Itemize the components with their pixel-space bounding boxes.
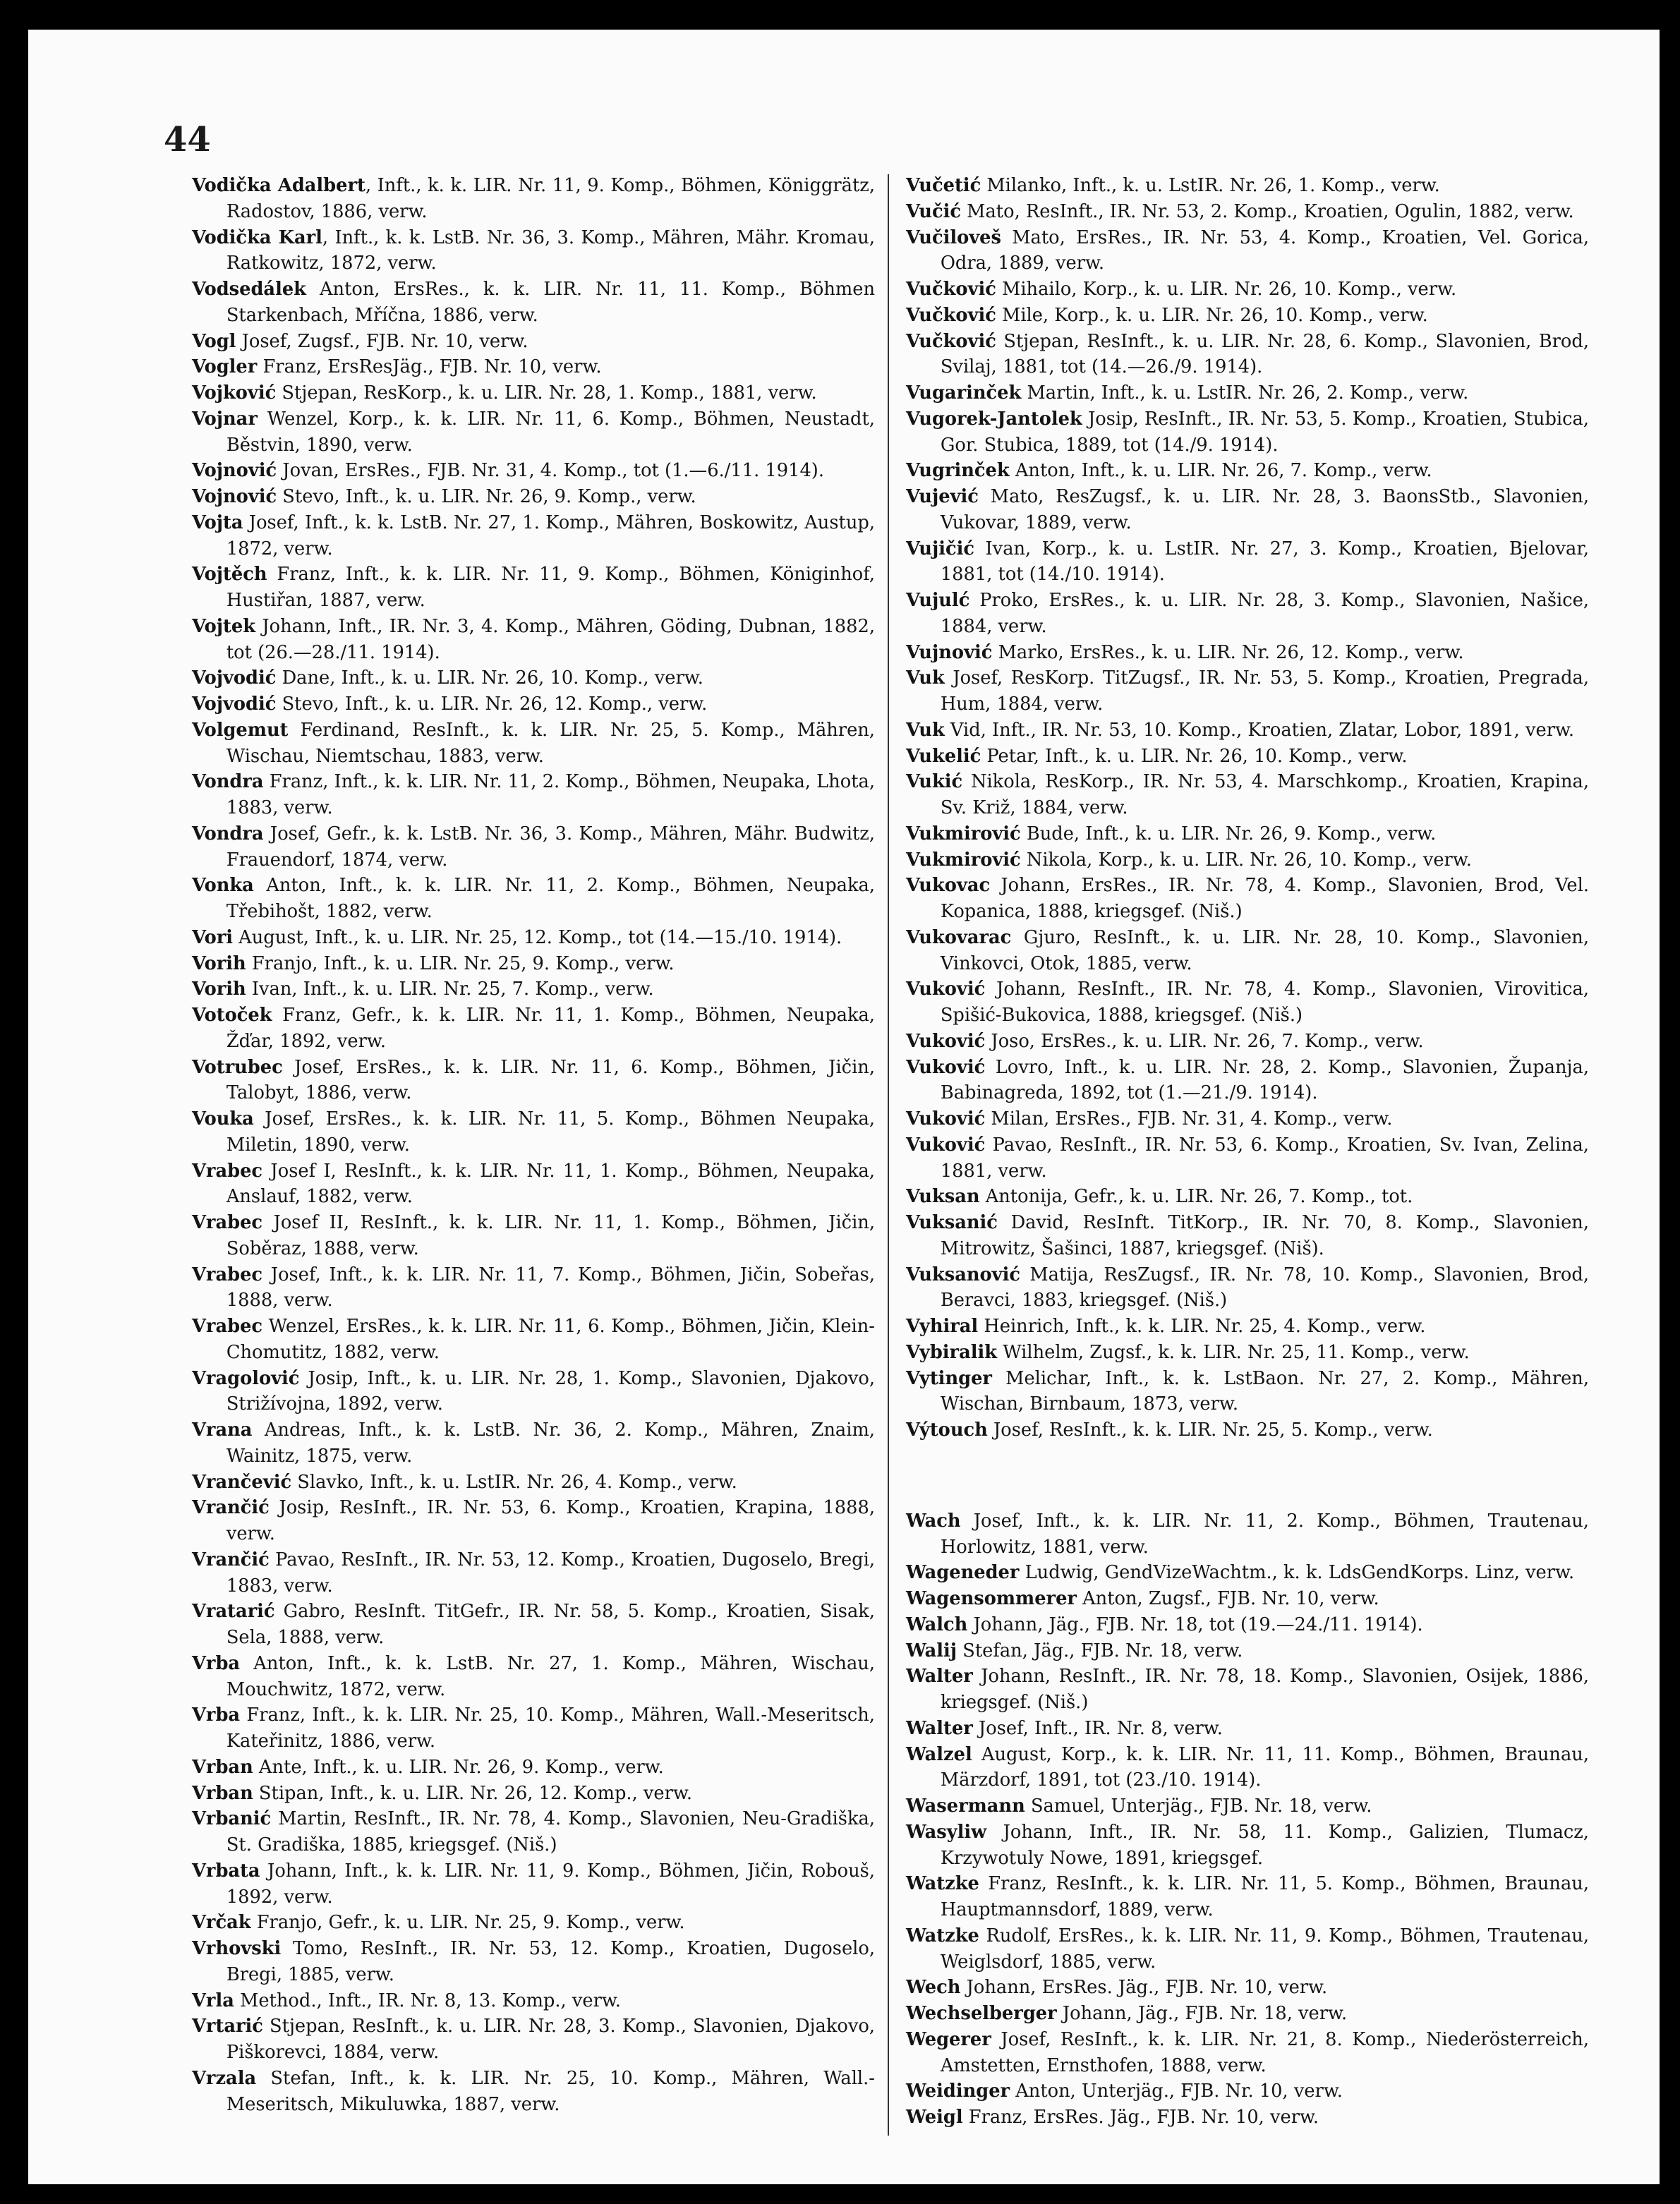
list-entry: [906, 1975, 1589, 2001]
list-entry: [906, 847, 1589, 873]
entry-details: Method., Inft., IR. Nr. 8, 13. Komp., verw.: [234, 1990, 621, 2011]
entry-details: Franjo, Inft., k. u. LIR. Nr. 25, 9. Komp., verw.: [246, 952, 675, 974]
entry-details: Josef I, ResInft., k. k. LIR. Nr. 11, 1. Komp., Böhmen, Neupaka, Anslauf, 1882, verw.: [226, 1160, 875, 1208]
entry-details: Mato, ResZugsf., k. u. LIR. Nr. 28, 3. BaonsStb., Slavonien, Vukovar, 1889, verw.: [940, 486, 1589, 533]
entry-surname: Vojtek: [192, 615, 256, 637]
list-entry: [906, 277, 1589, 303]
entry-details: Heinrich, Inft., k. k. LIR. Nr. 25, 4. Komp., verw.: [978, 1316, 1426, 1337]
column-divider: [888, 174, 889, 2136]
list-entry: [192, 769, 875, 821]
entry-details: Stjepan, ResInft., k. u. LIR. Nr. 28, 3. Komp., Slavonien, Djakovo, Piškorevci, 1884, verw.: [226, 2016, 875, 2063]
list-entry: [906, 1819, 1589, 1872]
list-entry: [192, 2066, 875, 2118]
entry-details: Wenzel, ErsRes., k. k. LIR. Nr. 11, 6. Komp., Böhmen, Jičin, Klein-Chomutitz, 1882, verw.: [226, 1316, 875, 1363]
entry-details: Wilhelm, Zugsf., k. k. LIR. Nr. 25, 11. Komp., verw.: [997, 1341, 1470, 1363]
entry-surname: Vorih: [192, 952, 246, 974]
entry-surname: Výtouch: [906, 1419, 988, 1441]
list-entry: [192, 1988, 875, 2014]
list-entry: [906, 1055, 1589, 1107]
list-entry: [906, 2078, 1589, 2105]
list-entry: [192, 173, 875, 225]
list-entry: [906, 380, 1589, 406]
entry-details: Josef, ErsRes., k. k. LIR. Nr. 11, 5. Komp., Böhmen Neupaka, Miletin, 1890, verw.: [226, 1108, 875, 1156]
entry-surname: Wech: [906, 1977, 961, 1999]
list-entry: [192, 329, 875, 355]
entry-details: Mihailo, Korp., k. u. LIR. Nr. 26, 10. Komp., verw.: [996, 279, 1457, 300]
entry-surname: Vuković: [906, 1030, 986, 1052]
list-entry: [906, 1184, 1589, 1210]
entry-surname: Vučetić: [906, 175, 981, 196]
entry-details: Josef, Inft., k. k. LstB. Nr. 27, 1. Komp., Mähren, Boskowitz, Austup, 1872, verw.: [226, 511, 875, 559]
right-column: [906, 173, 1589, 2131]
entry-details: Johann, Jäg., FJB. Nr. 18, verw.: [1056, 2003, 1348, 2024]
entry-details: Wenzel, Korp., k. k. LIR. Nr. 11, 6. Komp., Böhmen, Neustadt, Běstvin, 1890, verw.: [226, 408, 875, 456]
entry-surname: Vrtarić: [192, 2016, 263, 2038]
list-entry: [906, 873, 1589, 925]
entry-details: Slavko, Inft., k. u. LstIR. Nr. 26, 4. Komp., verw.: [291, 1471, 737, 1493]
left-column: [192, 173, 875, 2117]
entry-details: Milan, ErsRes., FJB. Nr. 31, 4. Komp., verw.: [985, 1108, 1393, 1130]
entry-details: August, Korp., k. k. LIR. Nr. 11, 11. Komp., Böhmen, Braunau, Märzdorf, 1891, tot (23./10. 1914).: [940, 1743, 1589, 1791]
entry-surname: Vojta: [192, 511, 243, 533]
entry-surname: Vuksanović: [906, 1264, 1021, 1285]
entry-surname: Vojnović: [192, 486, 277, 507]
list-entry: [192, 951, 875, 977]
list-entry: [906, 406, 1589, 459]
entry-details: Gabro, ResInft. TitGefr., IR. Nr. 58, 5. Komp., Kroatien, Sisak, Sela, 1888, verw.: [226, 1601, 875, 1648]
entry-details: Johann, ErsRes., IR. Nr. 78, 4. Komp., Slavonien, Brod, Vel. Kopanica, 1888, kriegsgef. (Niš.): [940, 875, 1589, 922]
list-entry: [192, 1055, 875, 1107]
list-entry: [192, 1262, 875, 1314]
entry-surname: Vrban: [192, 1782, 253, 1804]
list-entry: [906, 1871, 1589, 1923]
entry-surname: Vuković: [906, 979, 986, 1000]
page-number: 44: [164, 120, 211, 159]
list-entry: [906, 588, 1589, 640]
entry-details: Franz, ErsResJäg., FJB. Nr. 10, verw.: [257, 356, 602, 378]
entry-details: Franz, Inft., k. k. LIR. Nr. 11, 9. Komp., Böhmen, Königinhof, Hustiřan, 1887, verw.: [226, 564, 875, 611]
entry-details: Anton, Unterjäg., FJB. Nr. 10, verw.: [1010, 2081, 1343, 2102]
entry-surname: Vugorek-Jantolek: [906, 408, 1082, 430]
entry-surname: Vojvodić: [192, 667, 277, 689]
entry-details: Josip, Inft., k. u. LIR. Nr. 28, 1. Komp., Slavonien, Djakovo, Strižívojna, 1892, verw.: [226, 1367, 875, 1415]
list-entry: [906, 1366, 1589, 1418]
list-entry: [906, 769, 1589, 821]
entry-details: Milanko, Inft., k. u. LstIR. Nr. 26, 1. Komp., verw.: [981, 175, 1440, 196]
entry-details: Stefan, Inft., k. k. LIR. Nr. 25, 10. Komp., Mähren, Wall.-Meseritsch, Mikuluwka, 1887, verw.: [226, 2067, 875, 2115]
entry-surname: Vuksanić: [906, 1212, 998, 1233]
entry-details: Jovan, ErsRes., FJB. Nr. 31, 4. Komp., tot (1.—6./11. 1914).: [277, 460, 824, 482]
entry-details: Josef, Gefr., k. k. LstB. Nr. 36, 3. Komp., Mähren, Mähr. Budwitz, Frauendorf, 1874, verw.: [226, 823, 875, 871]
entry-surname: Vodička Karl: [192, 226, 322, 248]
entry-surname: Vodsedálek: [192, 279, 306, 300]
entry-details: Anton, Inft., k. k. LstB. Nr. 27, 1. Komp., Mähren, Wischau, Mouchwitz, 1872, verw.: [226, 1652, 875, 1700]
entry-details: Vid, Inft., IR. Nr. 53, 10. Komp., Kroatien, Zlatar, Lobor, 1891, verw.: [944, 719, 1575, 741]
entry-surname: Vorih: [192, 979, 246, 1000]
entry-details: Gjuro, ResInft., k. u. LIR. Nr. 28, 10. Komp., Slavonien, Vinkovci, Otok, 1885, verw.: [940, 926, 1589, 974]
list-entry: [192, 380, 875, 406]
list-entry: [192, 1858, 875, 1911]
list-entry: [906, 717, 1589, 744]
list-entry: [192, 1417, 875, 1470]
entry-surname: Walij: [906, 1640, 957, 1661]
entry-surname: Vuk: [906, 667, 945, 689]
list-entry: [906, 303, 1589, 329]
entry-details: Josef, ResInft., k. k. LIR. Nr. 21, 8. Komp., Niederösterreich, Amstetten, Ernsthofen, 1888, verw.: [940, 2028, 1589, 2076]
list-entry: [192, 821, 875, 873]
list-entry: [906, 1340, 1589, 1366]
entry-surname: Vrančević: [192, 1471, 292, 1493]
entry-surname: Vojnar: [192, 408, 258, 430]
entry-details: Josef, Zugsf., FJB. Nr. 10, verw.: [236, 330, 528, 352]
entry-surname: Vogl: [192, 330, 236, 352]
entry-surname: Wasermann: [906, 1796, 1025, 1817]
list-entry: [906, 536, 1589, 588]
entry-details: Josip, ResInft., IR. Nr. 53, 5. Komp., Kroatien, Stubica, Gor. Stubica, 1889, tot (14./9. 1914).: [940, 408, 1589, 456]
list-entry: [906, 744, 1589, 770]
entry-details: Bude, Inft., k. u. LIR. Nr. 26, 9. Komp., verw.: [1020, 823, 1437, 844]
entry-surname: Vrančić: [192, 1497, 270, 1519]
entry-surname: Wach: [906, 1510, 961, 1532]
entry-details: Pavao, ResInft., IR. Nr. 53, 6. Komp., Kroatien, Sv. Ivan, Zelina, 1881, verw.: [940, 1134, 1589, 1182]
entry-details: Josef, Inft., k. k. LIR. Nr. 11, 2. Komp., Böhmen, Trautenau, Horlowitz, 1881, verw.: [940, 1510, 1589, 1558]
entry-details: Anton, Inft., k. u. LIR. Nr. 26, 7. Komp., verw.: [1009, 460, 1432, 482]
entry-surname: Vrana: [192, 1419, 253, 1441]
entry-surname: Vukmirović: [906, 823, 1021, 844]
entry-details: David, ResInft. TitKorp., IR. Nr. 70, 8. Komp., Slavonien, Mitrowitz, Šašinci, 1887, kriegsgef. (Niš).: [940, 1212, 1589, 1259]
entry-details: Matija, ResZugsf., IR. Nr. 78, 10. Komp., Slavonien, Brod, Beravci, 1883, kriegsgef. (Niš.): [940, 1264, 1589, 1312]
entry-surname: Vukovarac: [906, 926, 1012, 948]
entry-surname: Vujević: [906, 486, 979, 507]
entry-details: Josef II, ResInft., k. k. LIR. Nr. 11, 1. Komp., Böhmen, Jičin, Soběraz, 1888, verw.: [226, 1212, 875, 1259]
list-entry: [906, 1417, 1589, 1443]
list-entry: [192, 1651, 875, 1703]
list-entry: [192, 1936, 875, 1988]
list-entry: [906, 1029, 1589, 1055]
entry-details: Anton, Zugsf., FJB. Nr. 10, verw.: [1076, 1588, 1379, 1609]
entry-surname: Vouka: [192, 1108, 254, 1130]
list-entry: [906, 665, 1589, 717]
section-gap: [906, 1443, 1589, 1508]
entry-surname: Vybiralik: [906, 1341, 998, 1363]
list-entry: [192, 976, 875, 1003]
entry-details: Tomo, ResInft., IR. Nr. 53, 12. Komp., Kroatien, Dugoselo, Bregi, 1885, verw.: [226, 1938, 875, 1985]
entry-details: Nikola, Korp., k. u. LIR. Nr. 26, 10. Komp., verw.: [1020, 849, 1472, 871]
entry-details: Andreas, Inft., k. k. LstB. Nr. 36, 2. Komp., Mähren, Znaim, Wainitz, 1875, verw.: [226, 1419, 875, 1467]
list-entry: [906, 2027, 1589, 2079]
entry-surname: Vugarinček: [906, 382, 1022, 404]
entry-surname: Vori: [192, 926, 233, 948]
list-entry: [192, 614, 875, 666]
entry-details: Johann, Inft., k. k. LIR. Nr. 11, 9. Komp., Böhmen, Jičin, Robouš, 1892, verw.: [226, 1860, 875, 1908]
entry-surname: Vuković: [906, 1056, 986, 1078]
entry-details: Nikola, ResKorp., IR. Nr. 53, 4. Marschkomp., Kroatien, Krapina, Sv. Križ, 1884, verw.: [940, 771, 1589, 818]
list-entry: [906, 1742, 1589, 1794]
list-entry: [906, 1586, 1589, 1612]
entry-surname: Vučić: [906, 200, 962, 222]
entry-surname: Vytinger: [906, 1367, 992, 1389]
entry-details: Petar, Inft., k. u. LIR. Nr. 26, 10. Komp., verw.: [981, 745, 1408, 767]
entry-surname: Vukić: [906, 771, 963, 793]
entry-surname: Vučković: [906, 304, 996, 326]
entry-surname: Walzel: [906, 1743, 972, 1765]
bleed-through-mark: [1511, 121, 1575, 164]
list-entry: [192, 277, 875, 329]
entry-surname: Vrbanić: [192, 1808, 272, 1830]
entry-surname: Vondra: [192, 771, 264, 793]
entry-details: Johann, ErsRes. Jäg., FJB. Nr. 10, verw.: [960, 1977, 1328, 1999]
list-entry: [192, 354, 875, 380]
entry-surname: Vragolović: [192, 1367, 300, 1389]
list-entry: [192, 1470, 875, 1496]
entry-details: Marko, ErsRes., k. u. LIR. Nr. 26, 12. Komp., verw.: [992, 641, 1464, 663]
entry-details: Stevo, Inft., k. u. LIR. Nr. 26, 9. Komp., verw.: [277, 486, 696, 507]
entry-details: Mato, ErsRes., IR. Nr. 53, 4. Komp., Kroatien, Vel. Gorica, Odra, 1889, verw.: [940, 226, 1589, 274]
entry-details: Franz, Gefr., k. k. LIR. Nr. 11, 1. Komp., Böhmen, Neupaka, Žďar, 1892, verw.: [226, 1005, 875, 1052]
entry-details: Stjepan, ResKorp., k. u. LIR. Nr. 28, 1. Komp., 1881, verw.: [276, 382, 817, 404]
entry-details: Anton, Inft., k. k. LIR. Nr. 11, 2. Komp., Böhmen, Neupaka, Třebihošt, 1882, verw.: [226, 875, 875, 922]
entry-surname: Vuković: [906, 1108, 986, 1130]
list-entry: [906, 1638, 1589, 1664]
entry-details: Johann, ResInft., IR. Nr. 78, 18. Komp., Slavonien, Osijek, 1886, kriegsgef. (Niš.): [940, 1666, 1589, 1713]
entry-surname: Vrban: [192, 1756, 253, 1778]
list-entry: [906, 976, 1589, 1029]
list-entry: [906, 1923, 1589, 1975]
entry-surname: Volgemut: [192, 719, 289, 741]
entry-details: Ivan, Inft., k. u. LIR. Nr. 25, 7. Komp., verw.: [246, 979, 654, 1000]
entry-surname: Wasyliw: [906, 1821, 987, 1843]
entry-surname: Vojković: [192, 382, 277, 404]
entry-details: Pavao, ResInft., IR. Nr. 53, 12. Komp., Kroatien, Dugoselo, Bregi, 1883, verw.: [226, 1549, 875, 1597]
entry-surname: Vojvodić: [192, 694, 277, 715]
entry-details: Antonija, Gefr., k. u. LIR. Nr. 26, 7. Komp., tot.: [979, 1186, 1413, 1208]
list-entry: [906, 1132, 1589, 1185]
entry-details: Rudolf, ErsRes., k. k. LIR. Nr. 11, 9. Komp., Böhmen, Trautenau, Weiglsdorf, 1885, verw.: [940, 1925, 1589, 1973]
list-entry: [192, 1210, 875, 1262]
entry-details: Dane, Inft., k. u. LIR. Nr. 26, 10. Komp., verw.: [276, 667, 703, 689]
entry-surname: Vojtěch: [192, 564, 267, 586]
entry-surname: Walter: [906, 1666, 973, 1688]
list-entry: [906, 1106, 1589, 1132]
right-column-v-section: [906, 173, 1589, 1443]
entry-surname: Vrčak: [192, 1912, 251, 1934]
entry-surname: Vuk: [906, 719, 945, 741]
list-entry: [192, 1366, 875, 1418]
entry-surname: Vujičić: [906, 538, 975, 559]
entry-details: Stefan, Jäg., FJB. Nr. 18, verw.: [957, 1640, 1243, 1661]
entry-surname: Wageneder: [906, 1562, 1020, 1584]
list-entry: [906, 1716, 1589, 1742]
entry-surname: Watzke: [906, 1873, 979, 1895]
entry-details: , Inft., k. k. LIR. Nr. 11, 9. Komp., Böhmen, Königgrätz, Radostov, 1886, verw.: [226, 175, 876, 222]
list-entry: [906, 2105, 1589, 2131]
entry-details: Ivan, Korp., k. u. LstIR. Nr. 27, 3. Komp., Kroatien, Bjelovar, 1881, tot (14./10. 1914).: [940, 538, 1589, 586]
entry-surname: Vrančić: [192, 1549, 270, 1570]
list-entry: [192, 1547, 875, 1599]
entry-details: Josef, ResInft., k. k. LIR. Nr. 25, 5. Komp., verw.: [987, 1419, 1433, 1441]
entry-details: Samuel, Unterjäg., FJB. Nr. 18, verw.: [1025, 1796, 1372, 1817]
entry-surname: Vujulć: [906, 590, 970, 611]
list-entry: [192, 873, 875, 925]
list-entry: [906, 484, 1589, 536]
entry-details: Ferdinand, ResInft., k. k. LIR. Nr. 25, 5. Komp., Mähren, Wischau, Niemtschau, 1883, verw.: [226, 719, 875, 767]
entry-details: Proko, ErsRes., k. u. LIR. Nr. 28, 3. Komp., Slavonien, Našice, 1884, verw.: [940, 590, 1589, 637]
entry-surname: Votoček: [192, 1005, 272, 1026]
entry-surname: Wagensommerer: [906, 1588, 1077, 1609]
entry-details: Franz, Inft., k. k. LIR. Nr. 25, 10. Komp., Mähren, Wall.-Meseritsch, Kateřinitz, 1886, verw.: [226, 1705, 875, 1752]
entry-details: Anton, ErsRes., k. k. LIR. Nr. 11, 11. Komp., Böhmen Starkenbach, Mříčna, 1886, verw.: [226, 279, 875, 326]
entry-surname: Vojnović: [192, 460, 277, 482]
list-entry: [906, 1664, 1589, 1716]
list-entry: [192, 1495, 875, 1547]
entry-details: Stipan, Inft., k. u. LIR. Nr. 26, 12. Komp., verw.: [253, 1782, 693, 1804]
entry-surname: Vujnović: [906, 641, 993, 663]
entry-details: Martin, ResInft., IR. Nr. 78, 4. Komp., Slavonien, Neu-Gradiška, St. Gradiška, 1885, kriegsgef. (Niš.): [226, 1808, 875, 1855]
entry-details: Mile, Korp., k. u. LIR. Nr. 26, 10. Komp., verw.: [996, 304, 1428, 326]
entry-surname: Vrabec: [192, 1160, 263, 1182]
entry-surname: Vyhiral: [906, 1316, 979, 1337]
entry-surname: Vratarić: [192, 1601, 275, 1623]
list-entry: [906, 225, 1589, 277]
list-entry: [906, 821, 1589, 847]
list-entry: [192, 1781, 875, 1807]
entry-surname: Vrabec: [192, 1316, 263, 1337]
entry-surname: Vrbata: [192, 1860, 260, 1882]
list-entry: [192, 1599, 875, 1651]
entry-details: Joso, ErsRes., k. u. LIR. Nr. 26, 7. Komp., verw.: [985, 1030, 1424, 1052]
entry-surname: Vuković: [906, 1134, 986, 1156]
list-entry: [906, 2001, 1589, 2027]
list-entry: [192, 406, 875, 459]
list-entry: [192, 1755, 875, 1781]
list-entry: [192, 458, 875, 484]
list-entry: [192, 1806, 875, 1858]
entry-details: Johann, Jäg., FJB. Nr. 18, tot (19.—24./11. 1914).: [967, 1613, 1423, 1635]
entry-surname: Wegerer: [906, 2028, 991, 2050]
entry-details: Josef, ResKorp. TitZugsf., IR. Nr. 53, 5. Komp., Kroatien, Pregrada, Hum, 1884, verw.: [940, 667, 1589, 715]
entry-surname: Wechselberger: [906, 2003, 1057, 2024]
entry-details: Ludwig, GendVizeWachtm., k. k. LdsGendKorps. Linz, verw.: [1019, 1562, 1575, 1584]
entry-details: Stevo, Inft., k. u. LIR. Nr. 26, 12. Komp., verw.: [276, 694, 708, 715]
entry-surname: Weidinger: [906, 2081, 1010, 2102]
entry-surname: Vučković: [906, 279, 996, 300]
entry-surname: Vrla: [192, 1990, 234, 2011]
entry-surname: Vondra: [192, 823, 264, 844]
list-entry: [906, 1793, 1589, 1819]
list-entry: [192, 1106, 875, 1158]
list-entry: [906, 1560, 1589, 1586]
list-entry: [906, 199, 1589, 225]
entry-details: Johann, Inft., IR. Nr. 3, 4. Komp., Mähren, Göding, Dubnan, 1882, tot (26.—28./11. 1914).: [226, 615, 875, 663]
list-entry: [906, 1508, 1589, 1561]
entry-surname: Vukelić: [906, 745, 981, 767]
entry-details: Johann, ResInft., IR. Nr. 78, 4. Komp., Slavonien, Virovitica, Spišić-Bukovica, 1888, kriegsgef. (Niš.): [940, 979, 1589, 1026]
list-entry: [906, 925, 1589, 977]
list-entry: [906, 640, 1589, 666]
entry-surname: Vuksan: [906, 1186, 980, 1208]
entry-surname: Vrzala: [192, 2067, 257, 2089]
list-entry: [192, 562, 875, 614]
entry-details: Franz, ResInft., k. k. LIR. Nr. 11, 5. Komp., Böhmen, Braunau, Hauptmannsdorf, 1889, verw.: [940, 1873, 1589, 1920]
entry-surname: Vukovac: [906, 875, 991, 897]
list-entry: [192, 1702, 875, 1755]
list-entry: [192, 1158, 875, 1211]
right-column-w-section: [906, 1508, 1589, 2131]
entry-surname: Walch: [906, 1613, 968, 1635]
entry-surname: Vučković: [906, 330, 996, 352]
entry-details: Josef, Inft., IR. Nr. 8, verw.: [972, 1717, 1223, 1739]
entry-details: Melichar, Inft., k. k. LstBaon. Nr. 27, 2. Komp., Mähren, Wischan, Birnbaum, 1873, verw.: [940, 1367, 1589, 1415]
entry-surname: Votrubec: [192, 1056, 283, 1078]
list-entry: [192, 484, 875, 510]
entry-details: Josef, ErsRes., k. k. LIR. Nr. 11, 6. Komp., Böhmen, Jičin, Talobyt, 1886, verw.: [226, 1056, 875, 1104]
list-entry: [192, 665, 875, 691]
entry-surname: Vrhovski: [192, 1938, 282, 1959]
entry-surname: Weigl: [906, 2107, 963, 2128]
entry-details: Josip, ResInft., IR. Nr. 53, 6. Komp., Kroatien, Krapina, 1888, verw.: [226, 1497, 875, 1544]
list-entry: [192, 717, 875, 770]
entry-surname: Watzke: [906, 1925, 979, 1946]
list-entry: [192, 2014, 875, 2066]
list-entry: [192, 925, 875, 951]
list-entry: [906, 1262, 1589, 1314]
entry-details: August, Inft., k. u. LIR. Nr. 25, 12. Komp., tot (14.—15./10. 1914).: [233, 926, 842, 948]
entry-surname: Vrba: [192, 1652, 241, 1674]
list-entry: [906, 329, 1589, 381]
entry-details: Franjo, Gefr., k. u. LIR. Nr. 25, 9. Komp., verw.: [250, 1912, 685, 1934]
list-entry: [192, 1910, 875, 1936]
list-entry: [192, 1003, 875, 1055]
list-entry: [906, 173, 1589, 199]
entry-surname: Vukmirović: [906, 849, 1021, 871]
entry-details: Mato, ResInft., IR. Nr. 53, 2. Komp., Kroatien, Ogulin, 1882, verw.: [961, 200, 1574, 222]
entry-details: Franz, ErsRes. Jäg., FJB. Nr. 10, verw.: [962, 2107, 1319, 2128]
entry-surname: Vrba: [192, 1705, 241, 1726]
list-entry: [906, 1210, 1589, 1262]
list-entry: [192, 225, 875, 277]
entry-details: Franz, Inft., k. k. LIR. Nr. 11, 2. Komp., Böhmen, Neupaka, Lhota, 1883, verw.: [226, 771, 875, 818]
list-entry: [906, 1612, 1589, 1638]
list-entry: [906, 458, 1589, 484]
entry-details: , Inft., k. k. LstB. Nr. 36, 3. Komp., Mähren, Mähr. Kromau, Ratkowitz, 1872, verw.: [226, 226, 875, 274]
entry-details: Stjepan, ResInft., k. u. LIR. Nr. 28, 6. Komp., Slavonien, Brod, Svilaj, 1881, tot (14.—26./9. 1914).: [940, 330, 1589, 378]
entry-surname: Walter: [906, 1717, 973, 1739]
entry-surname: Vodička Adalbert: [192, 175, 365, 196]
list-entry: [192, 510, 875, 562]
entry-details: Josef, Inft., k. k. LIR. Nr. 11, 7. Komp., Böhmen, Jičin, Sobeřas, 1888, verw.: [226, 1264, 875, 1312]
entry-surname: Vrabec: [192, 1264, 263, 1285]
entry-details: Martin, Inft., k. u. LstIR. Nr. 26, 2. Komp., verw.: [1021, 382, 1469, 404]
list-entry: [192, 1314, 875, 1366]
entry-surname: Vogler: [192, 356, 258, 378]
entry-surname: Vučilovеš: [906, 226, 1001, 248]
entry-details: Johann, Inft., IR. Nr. 58, 11. Komp., Galizien, Tlumacz, Krzywotuly Nowe, 1891, kriegsgef.: [940, 1821, 1589, 1869]
entry-surname: Vugrinček: [906, 460, 1010, 482]
entry-surname: Vrabec: [192, 1212, 263, 1233]
entry-details: Lovro, Inft., k. u. LIR. Nr. 28, 2. Komp., Slavonien, Županja, Babinagreda, 1892, tot (1.—21./9. 1914).: [940, 1056, 1589, 1104]
entry-surname: Vonka: [192, 875, 254, 897]
document-page: [28, 30, 1660, 2184]
entry-details: Ante, Inft., k. u. LIR. Nr. 26, 9. Komp., verw.: [253, 1756, 664, 1778]
list-entry: [192, 691, 875, 717]
list-entry: [906, 1314, 1589, 1340]
